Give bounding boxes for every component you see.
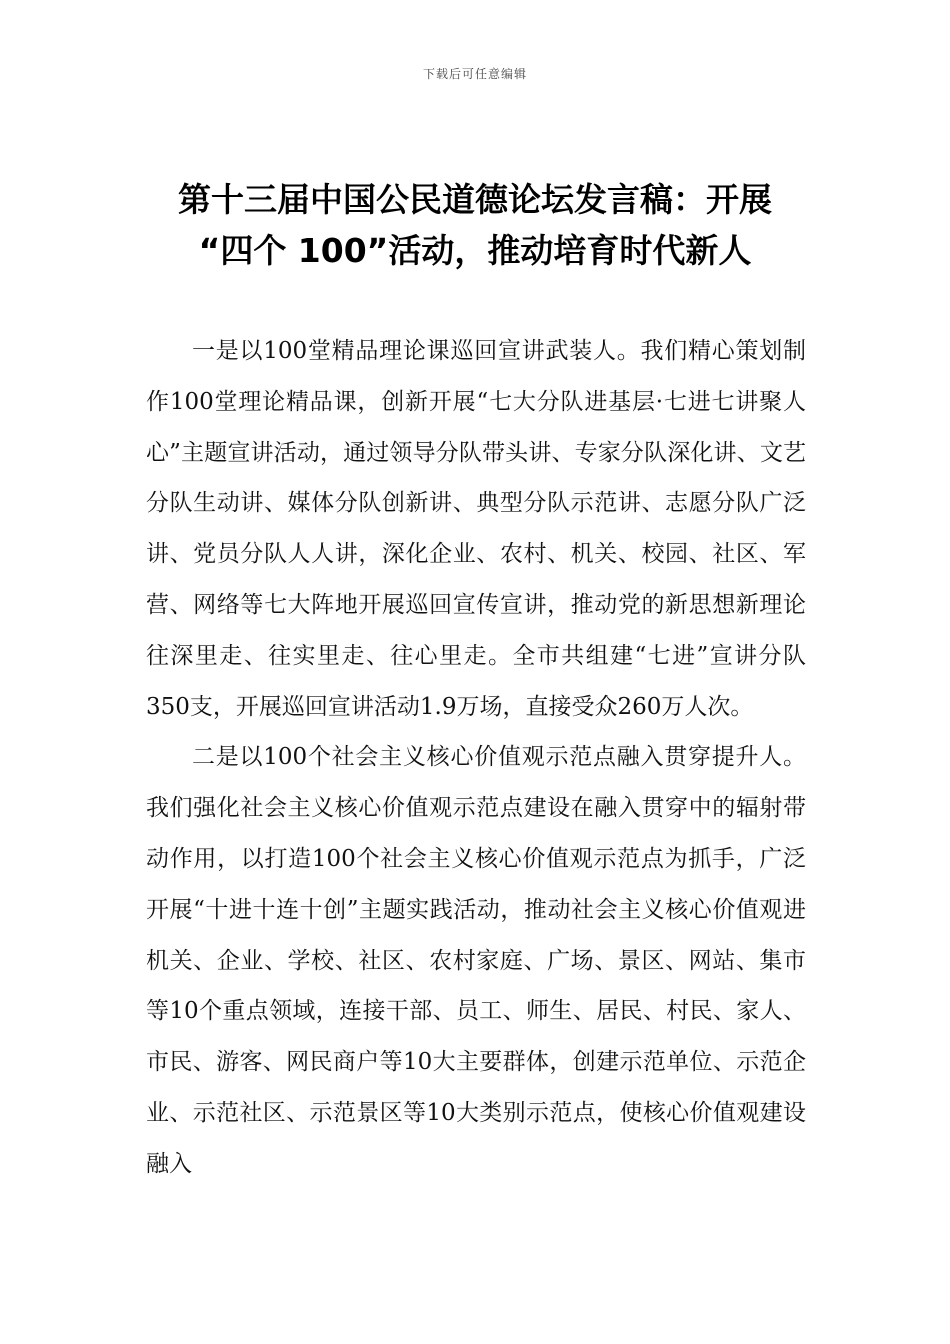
paragraph: 一是以100堂精品理论课巡回宣讲武装人。我们精心策划制作100堂理论精品课，创新开展“七大分队进基层·七进七讲聚人心”主题宣讲活动，通过领导分队带头讲、专家分队深化讲、文艺分队生动讲、媒体分队创新讲、典型分队示范讲、志愿分队广泛讲、党员分队人人讲，深化企业、农村、机关、校园、社区、军营、网络等七大阵地开展巡回宣传宣讲，推动党的新思想新理论往深里走、往实里走、往心里走。全市共组建“七进”宣讲分队350支，开展巡回宣讲活动1.9万场，直接受众260万人次。	[146, 338, 806, 720]
title-line-2: “四个 100”活动，推动培育时代新人	[198, 231, 752, 270]
paragraph: 二是以100个社会主义核心价值观示范点融入贯穿提升人。我们强化社会主义核心价值观示范点建设在融入贯穿中的辐射带动作用，以打造100个社会主义核心价值观示范点为抓手，广泛开展“十进十连十创”主题实践活动，推动社会主义核心价值观进机关、企业、学校、社区、农村家庭、广场、景区、网站、集市等10个重点领域，连接干部、员工、师生、居民、村民、家人、市民、游客、网民商户等10大主要群体，创建示范单位、示范企业、示范社区、示范景区等10大类别示范点，使核心价值观建设融入	[146, 744, 806, 1177]
title-line-1: 第十三届中国公民道德论坛发言稿：开展	[178, 180, 772, 219]
header-note: 下载后可任意编辑	[422, 67, 527, 81]
document-body	[146, 326, 806, 1190]
document-title	[120, 174, 830, 276]
